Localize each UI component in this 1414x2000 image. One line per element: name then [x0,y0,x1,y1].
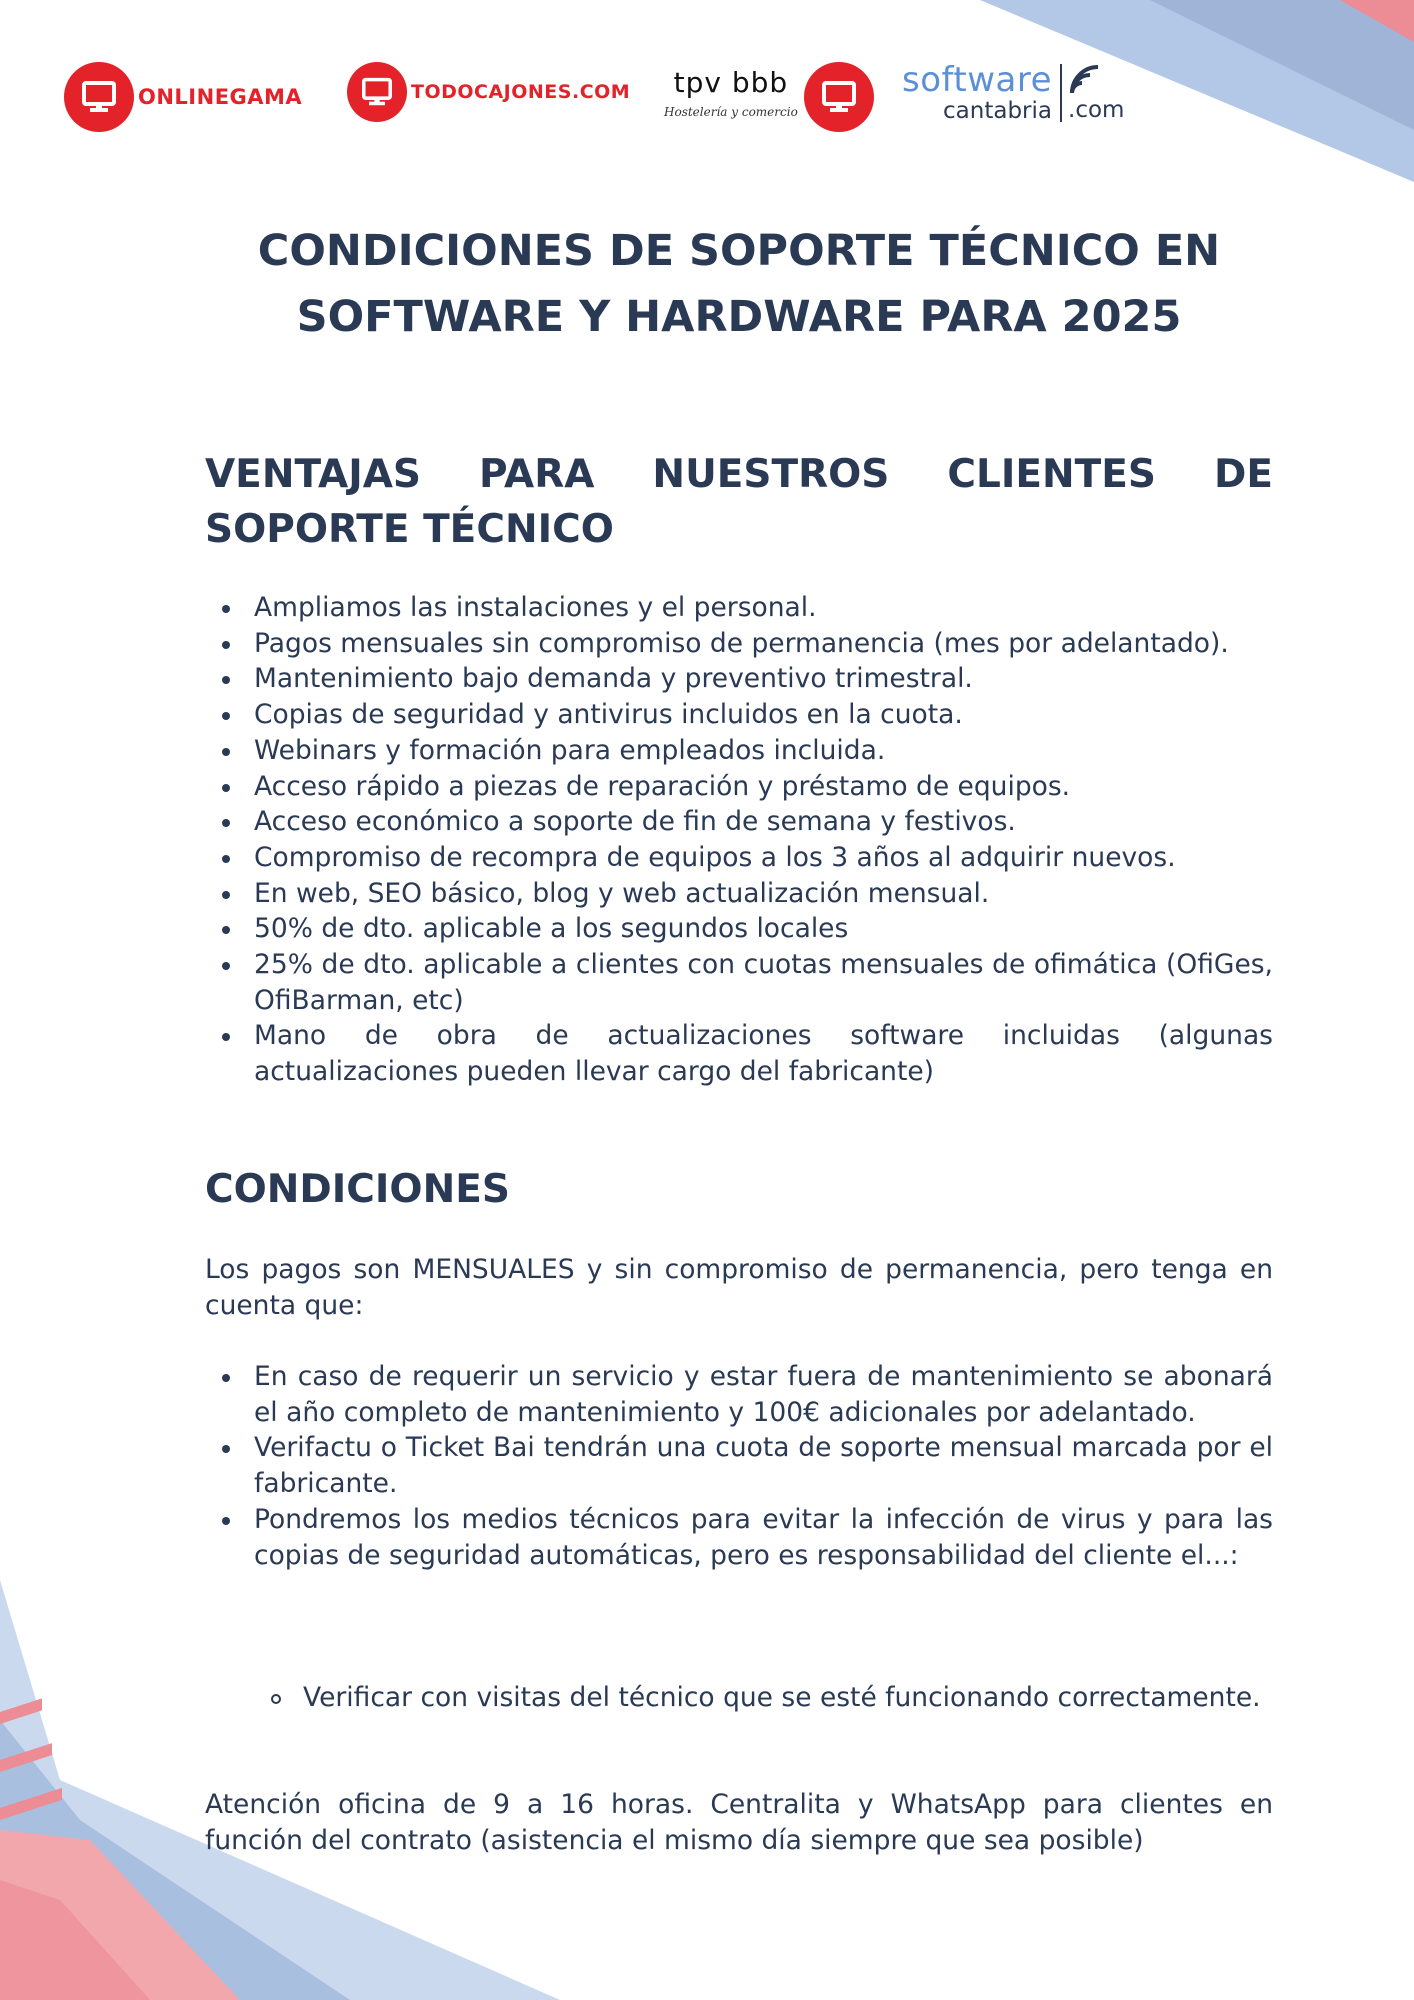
list-item: Copias de seguridad y antivirus incluidos en la cuota. [205,697,1273,733]
section-ventajas-title [205,447,1273,557]
logo-divider [1060,64,1062,122]
onlinegama-logo [64,62,302,132]
tpv-main-text: tpv bbb [673,66,789,99]
section-ventajas-title-line-1: VENTAJAS PARA NUESTROS CLIENTES DE [205,452,1273,497]
list-item: Compromiso de recompra de equipos a los 3 años al adquirir nuevos. [205,840,1273,876]
page-title [205,218,1273,350]
monitor-icon [64,62,134,132]
list-item: 50% de dto. aplicable a los segundos locales [205,911,1273,947]
list-item: Acceso económico a soporte de fin de semana y festivos. [205,804,1273,840]
condiciones-intro: Los pagos son MENSUALES y sin compromiso de permanencia, pero tenga en cuenta que: [205,1254,1273,1321]
list-item: Pondremos los medios técnicos para evitar la infección de virus y para las copias de seguridad automáticas, pero es responsabilidad del cliente el...: [205,1502,1273,1573]
section-ventajas-title-line-2: SOPORTE TÉCNICO [205,507,614,552]
condiciones-list [205,1359,1273,1573]
monitor-icon [347,62,407,122]
logos-header [64,62,1164,142]
monitor-icon [804,62,874,132]
wifi-signal-icon [1068,63,1114,97]
tpv-bbb-logo [664,66,798,119]
todocajones-logo [347,62,630,122]
closing-paragraph: Atención oficina de 9 a 16 horas. Centralita y WhatsApp para clientes en función del contrato (asistencia el mismo día siempre que sea posible) [205,1789,1273,1856]
software-cantabria-logo [902,62,1124,124]
software-text: software [902,60,1053,100]
ventajas-list [205,590,1273,1090]
cantabria-text: cantabria [943,98,1053,124]
list-item: Pagos mensuales sin compromiso de permanencia (mes por adelantado). [205,626,1273,662]
list-item: Verificar con visitas del técnico que se esté funcionando correctamente. [254,1680,1273,1716]
tpv-bbb-monitor [804,62,874,132]
com-text: .com [1068,97,1125,123]
list-item: 25% de dto. aplicable a clientes con cuotas mensuales de ofimática (OfiGes, OfiBarman, etc) [205,947,1273,1018]
title-line-2: SOFTWARE Y HARDWARE PARA 2025 [296,292,1182,342]
list-item: Acceso rápido a piezas de reparación y préstamo de equipos. [205,769,1273,805]
list-item: Ampliamos las instalaciones y el personal. [205,590,1273,626]
todocajones-text: TODOCAJONES.COM [411,81,631,103]
list-item: Verifactu o Ticket Bai tendrán una cuota de soporte mensual marcada por el fabricante. [205,1430,1273,1501]
list-item: En caso de requerir un servicio y estar fuera de mantenimiento se abonará el año completo de mantenimiento y 100€ adicionales por adelantado. [205,1359,1273,1430]
title-line-1: CONDICIONES DE SOPORTE TÉCNICO EN [257,226,1221,276]
onlinegama-text: ONLINEGAMA [138,85,303,109]
list-item: Webinars y formación para empleados incluida. [205,733,1273,769]
tpv-sub-text: Hostelería y comercio [664,105,798,119]
section-condiciones-title: CONDICIONES [205,1167,510,1212]
condiciones-sublist [254,1680,1273,1716]
list-item: Mano de obra de actualizaciones software incluidas (algunas actualizaciones pueden llevar cargo del fabricante) [205,1018,1273,1089]
list-item: En web, SEO básico, blog y web actualización mensual. [205,876,1273,912]
list-item: Mantenimiento bajo demanda y preventivo trimestral. [205,661,1273,697]
